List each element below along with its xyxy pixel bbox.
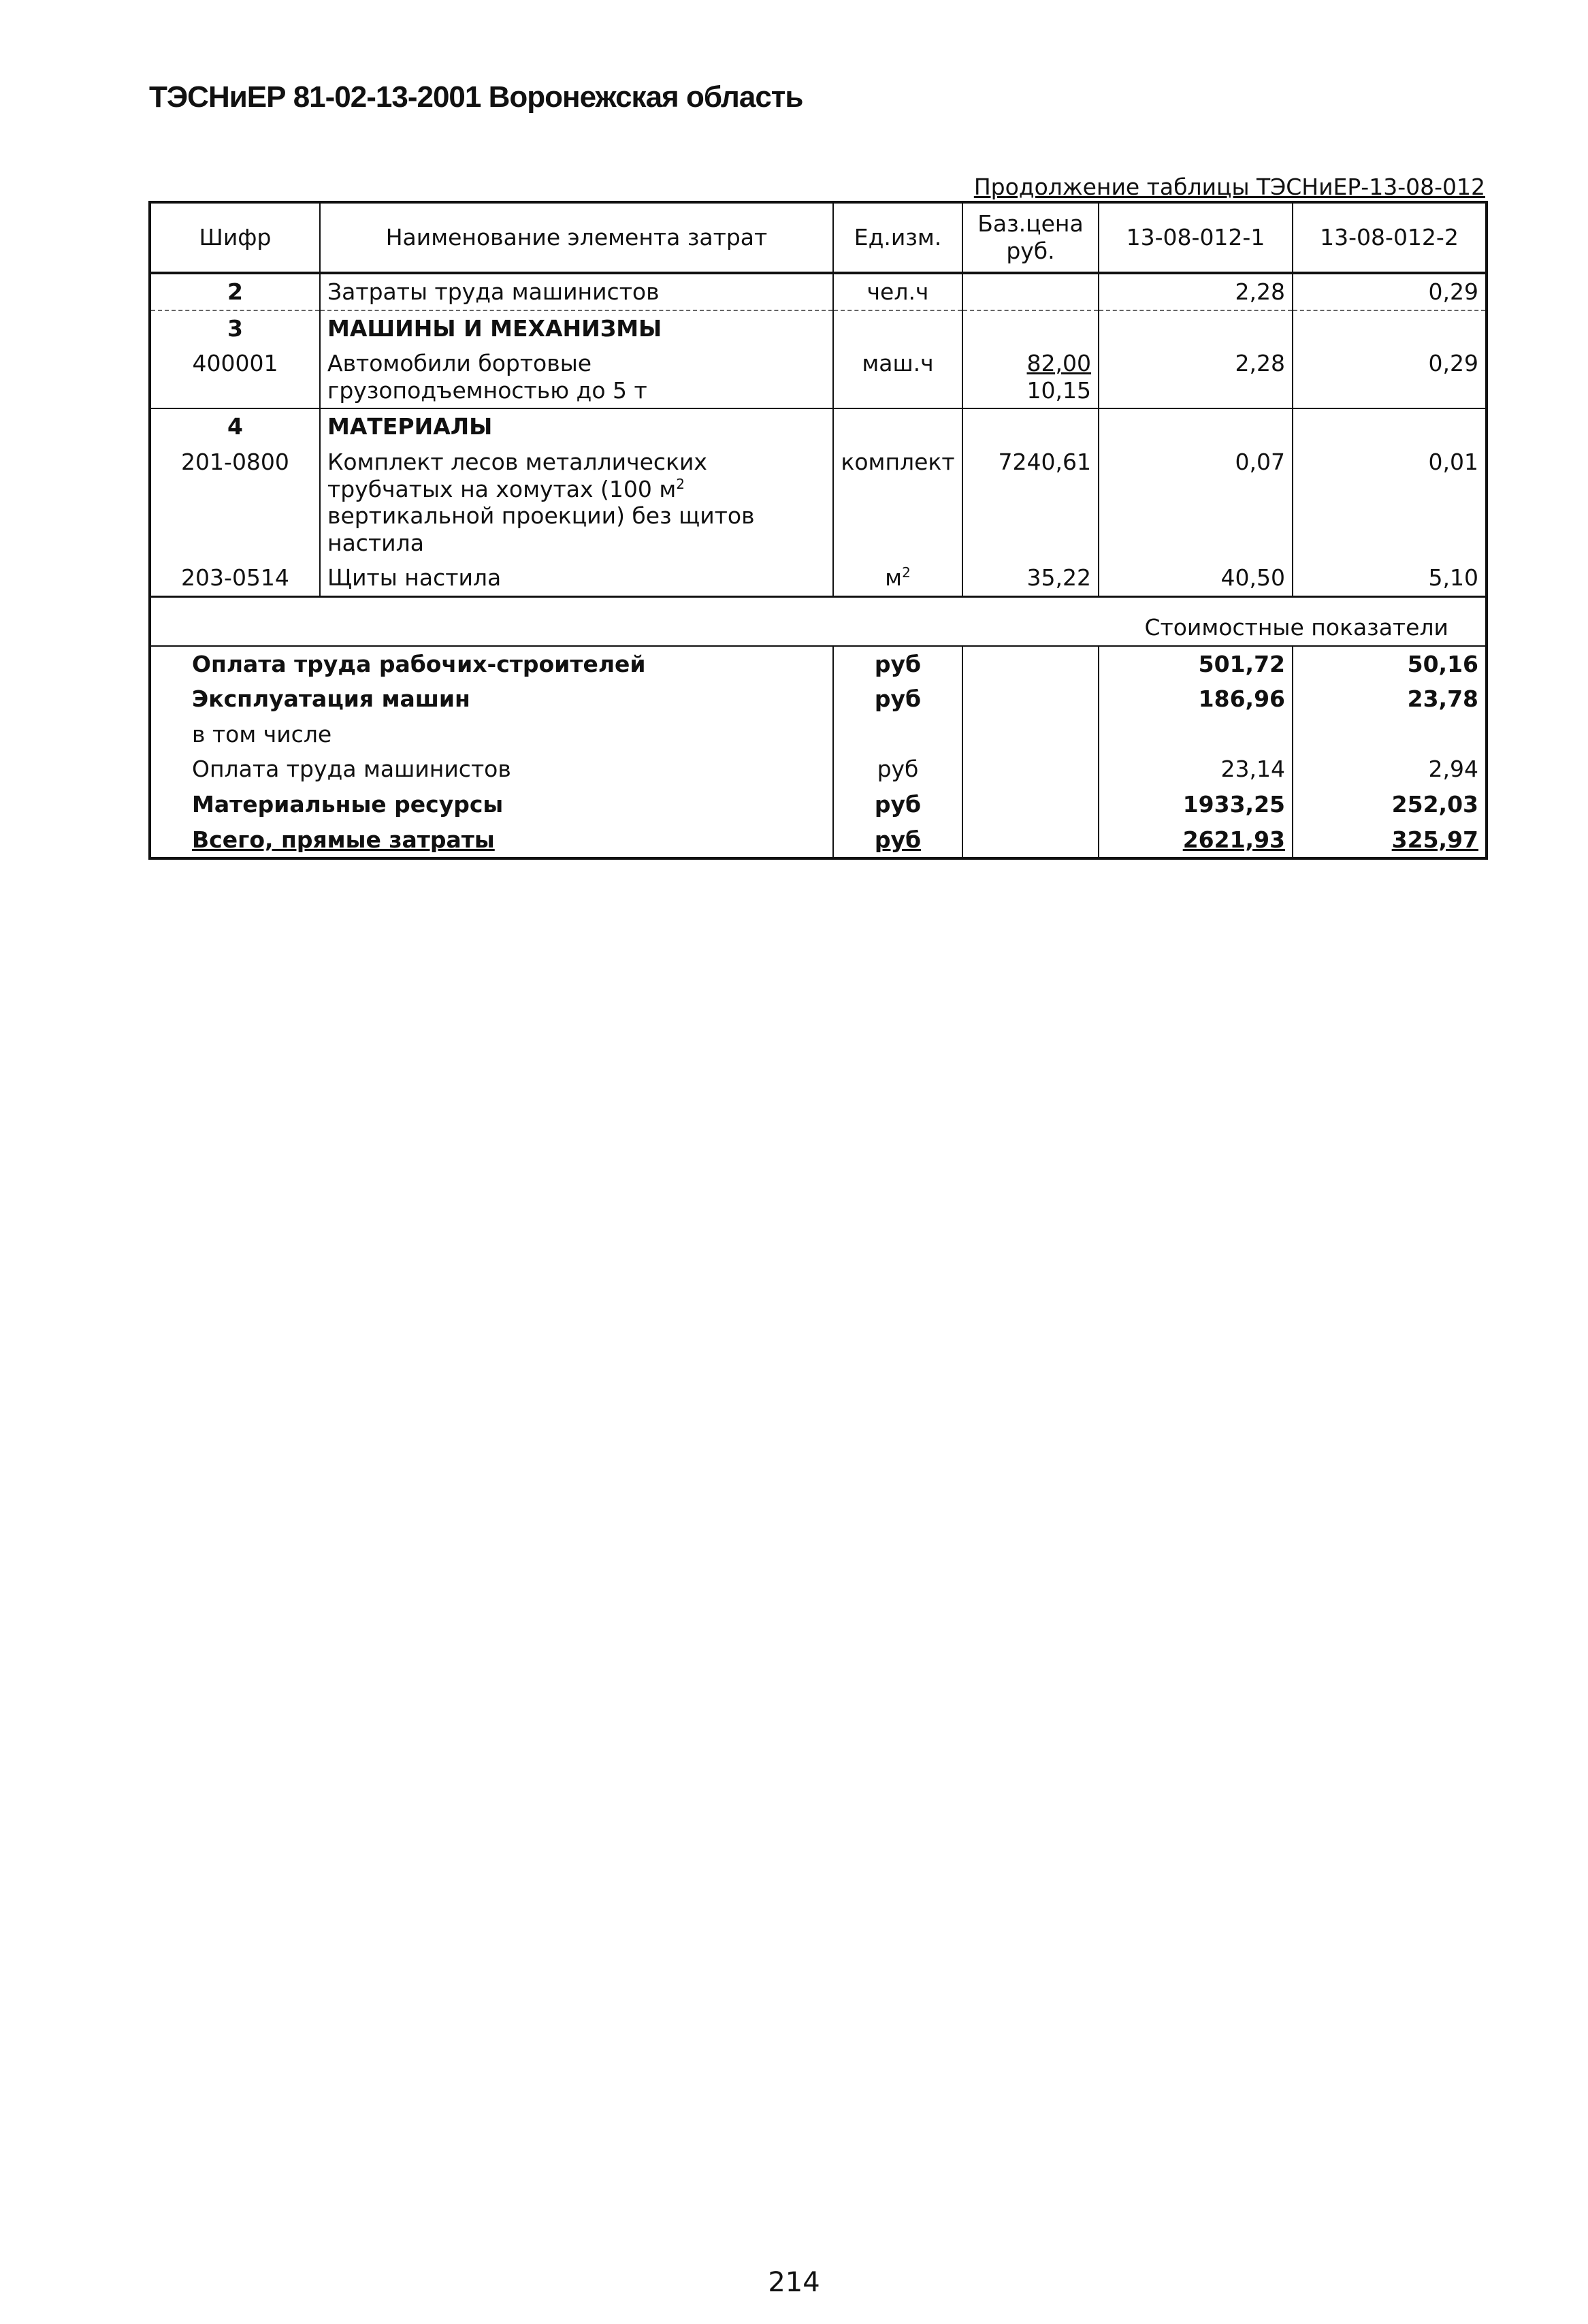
row-value-2: 5,10 — [1293, 560, 1487, 596]
row-code: 400001 — [150, 346, 320, 408]
summary-value-1: 186,96 — [1099, 681, 1293, 717]
table-row — [150, 346, 1487, 408]
row-price — [962, 346, 1099, 408]
summary-value-1: 1933,25 — [1099, 787, 1293, 822]
section-row — [150, 408, 1487, 445]
summary-unit: руб — [833, 646, 962, 682]
summary-value-2: 23,78 — [1293, 681, 1487, 717]
summary-value-1: 2621,93 — [1099, 822, 1293, 859]
summary-value-2: 325,97 — [1293, 822, 1487, 859]
col-unit: Ед.изм. — [833, 202, 962, 273]
summary-label: Всего, прямые затраты — [150, 822, 833, 859]
section-name: МАШИНЫ И МЕХАНИЗМЫ — [320, 310, 833, 346]
summary-label: Материальные ресурсы — [150, 787, 833, 822]
summary-label: Эксплуатация машин — [150, 681, 833, 717]
section-row — [150, 310, 1487, 346]
summary-value-1: 23,14 — [1099, 752, 1293, 787]
summary-value-1: 501,72 — [1099, 646, 1293, 682]
summary-row — [150, 822, 1487, 859]
row-value-1: 2,28 — [1099, 346, 1293, 408]
summary-caption: Стоимостные показатели — [150, 596, 1487, 645]
page-title: ТЭСНиЕР 81-02-13-2001 Воронежская область — [149, 80, 803, 114]
section-name: МАТЕРИАЛЫ — [320, 408, 833, 445]
col-norm-2: 13-08-012-2 — [1293, 202, 1487, 273]
summary-unit: руб — [833, 822, 962, 859]
row-value-1: 40,50 — [1099, 560, 1293, 596]
summary-value-2: 252,03 — [1293, 787, 1487, 822]
table-header-row — [150, 202, 1487, 273]
row-code: 203-0514 — [150, 560, 320, 596]
table-row — [150, 445, 1487, 560]
row-value-2: 0,29 — [1293, 273, 1487, 310]
cost-table — [148, 201, 1488, 860]
row-price: 7240,61 — [962, 445, 1099, 560]
row-name: Щиты настила — [320, 560, 833, 596]
col-name: Наименование элемента затрат — [320, 202, 833, 273]
summary-value-2: 50,16 — [1293, 646, 1487, 682]
summary-row — [150, 646, 1487, 682]
row-unit: $м^2$ — [833, 560, 962, 596]
section-code: 4 — [150, 408, 320, 445]
row-value-1: 0,07 — [1099, 445, 1293, 560]
table-caption: Продолжение таблицы ТЭСНиЕР-13-08-012 — [973, 174, 1485, 200]
summary-caption-row — [150, 596, 1487, 645]
row-price — [962, 273, 1099, 310]
row-unit: чел.ч — [833, 273, 962, 310]
row-unit: комплект — [833, 445, 962, 560]
summary-unit: руб — [833, 787, 962, 822]
col-code: Шифр — [150, 202, 320, 273]
summary-row — [150, 681, 1487, 717]
row-price-base: 82,00 — [1026, 350, 1091, 377]
row-code: 2 — [150, 273, 320, 310]
section-code: 3 — [150, 310, 320, 346]
col-norm-1: 13-08-012-1 — [1099, 202, 1293, 273]
summary-row — [150, 717, 1487, 752]
table-row — [150, 273, 1487, 310]
row-unit: маш.ч — [833, 346, 962, 408]
row-value-2: 0,01 — [1293, 445, 1487, 560]
summary-unit: руб — [833, 752, 962, 787]
row-code: 201-0800 — [150, 445, 320, 560]
summary-value-2: 2,94 — [1293, 752, 1487, 787]
row-price: 35,22 — [962, 560, 1099, 596]
summary-label: в том числе — [150, 717, 833, 752]
table-row — [150, 560, 1487, 596]
row-price-current: 10,15 — [1026, 376, 1091, 404]
summary-row — [150, 787, 1487, 822]
summary-label: Оплата труда машинистов — [150, 752, 833, 787]
col-price: Баз.цена руб. — [962, 202, 1099, 273]
row-value-2: 0,29 — [1293, 346, 1487, 408]
row-name: Автомобили бортовые грузоподъемностью до 5 т — [320, 346, 833, 408]
summary-row — [150, 752, 1487, 787]
row-value-1: 2,28 — [1099, 273, 1293, 310]
summary-unit: руб — [833, 681, 962, 717]
page-number: 214 — [768, 2267, 820, 2298]
row-name: Комплект лесов металлических трубчатых на хомутах (100 $м^2$ вертикальной проекции) без щитов настила — [320, 445, 833, 560]
row-name: Затраты труда машинистов — [320, 273, 833, 310]
summary-label: Оплата труда рабочих-строителей — [150, 646, 833, 682]
